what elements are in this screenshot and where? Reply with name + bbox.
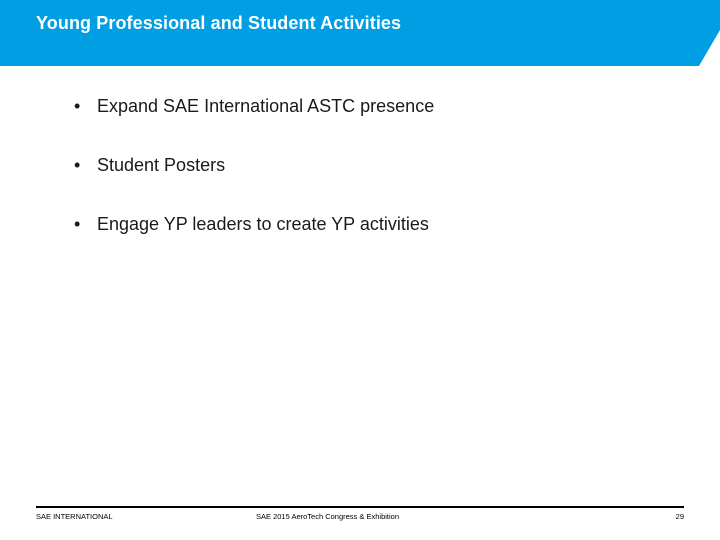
bullet-item [74,214,434,273]
footer-event: SAE 2015 AeroTech Congress & Exhibition [256,512,400,521]
bullet-list [74,96,434,273]
bullet-text: Student Posters [97,155,226,175]
slide-title: Young Professional and Student Activities [36,13,402,33]
footer-page-number: 29 [675,512,684,521]
bullet-dot-icon: • [74,155,81,175]
bullet-dot-icon: • [74,96,81,116]
bullet-item [74,96,434,155]
footer-organization: SAE INTERNATIONAL [36,512,113,521]
bullet-item [74,155,434,214]
bullet-text: Engage YP leaders to create YP activities [97,214,429,234]
footer-divider [36,506,684,508]
bullet-text: Expand SAE International ASTC presence [97,96,435,116]
bullet-dot-icon: • [74,214,81,234]
